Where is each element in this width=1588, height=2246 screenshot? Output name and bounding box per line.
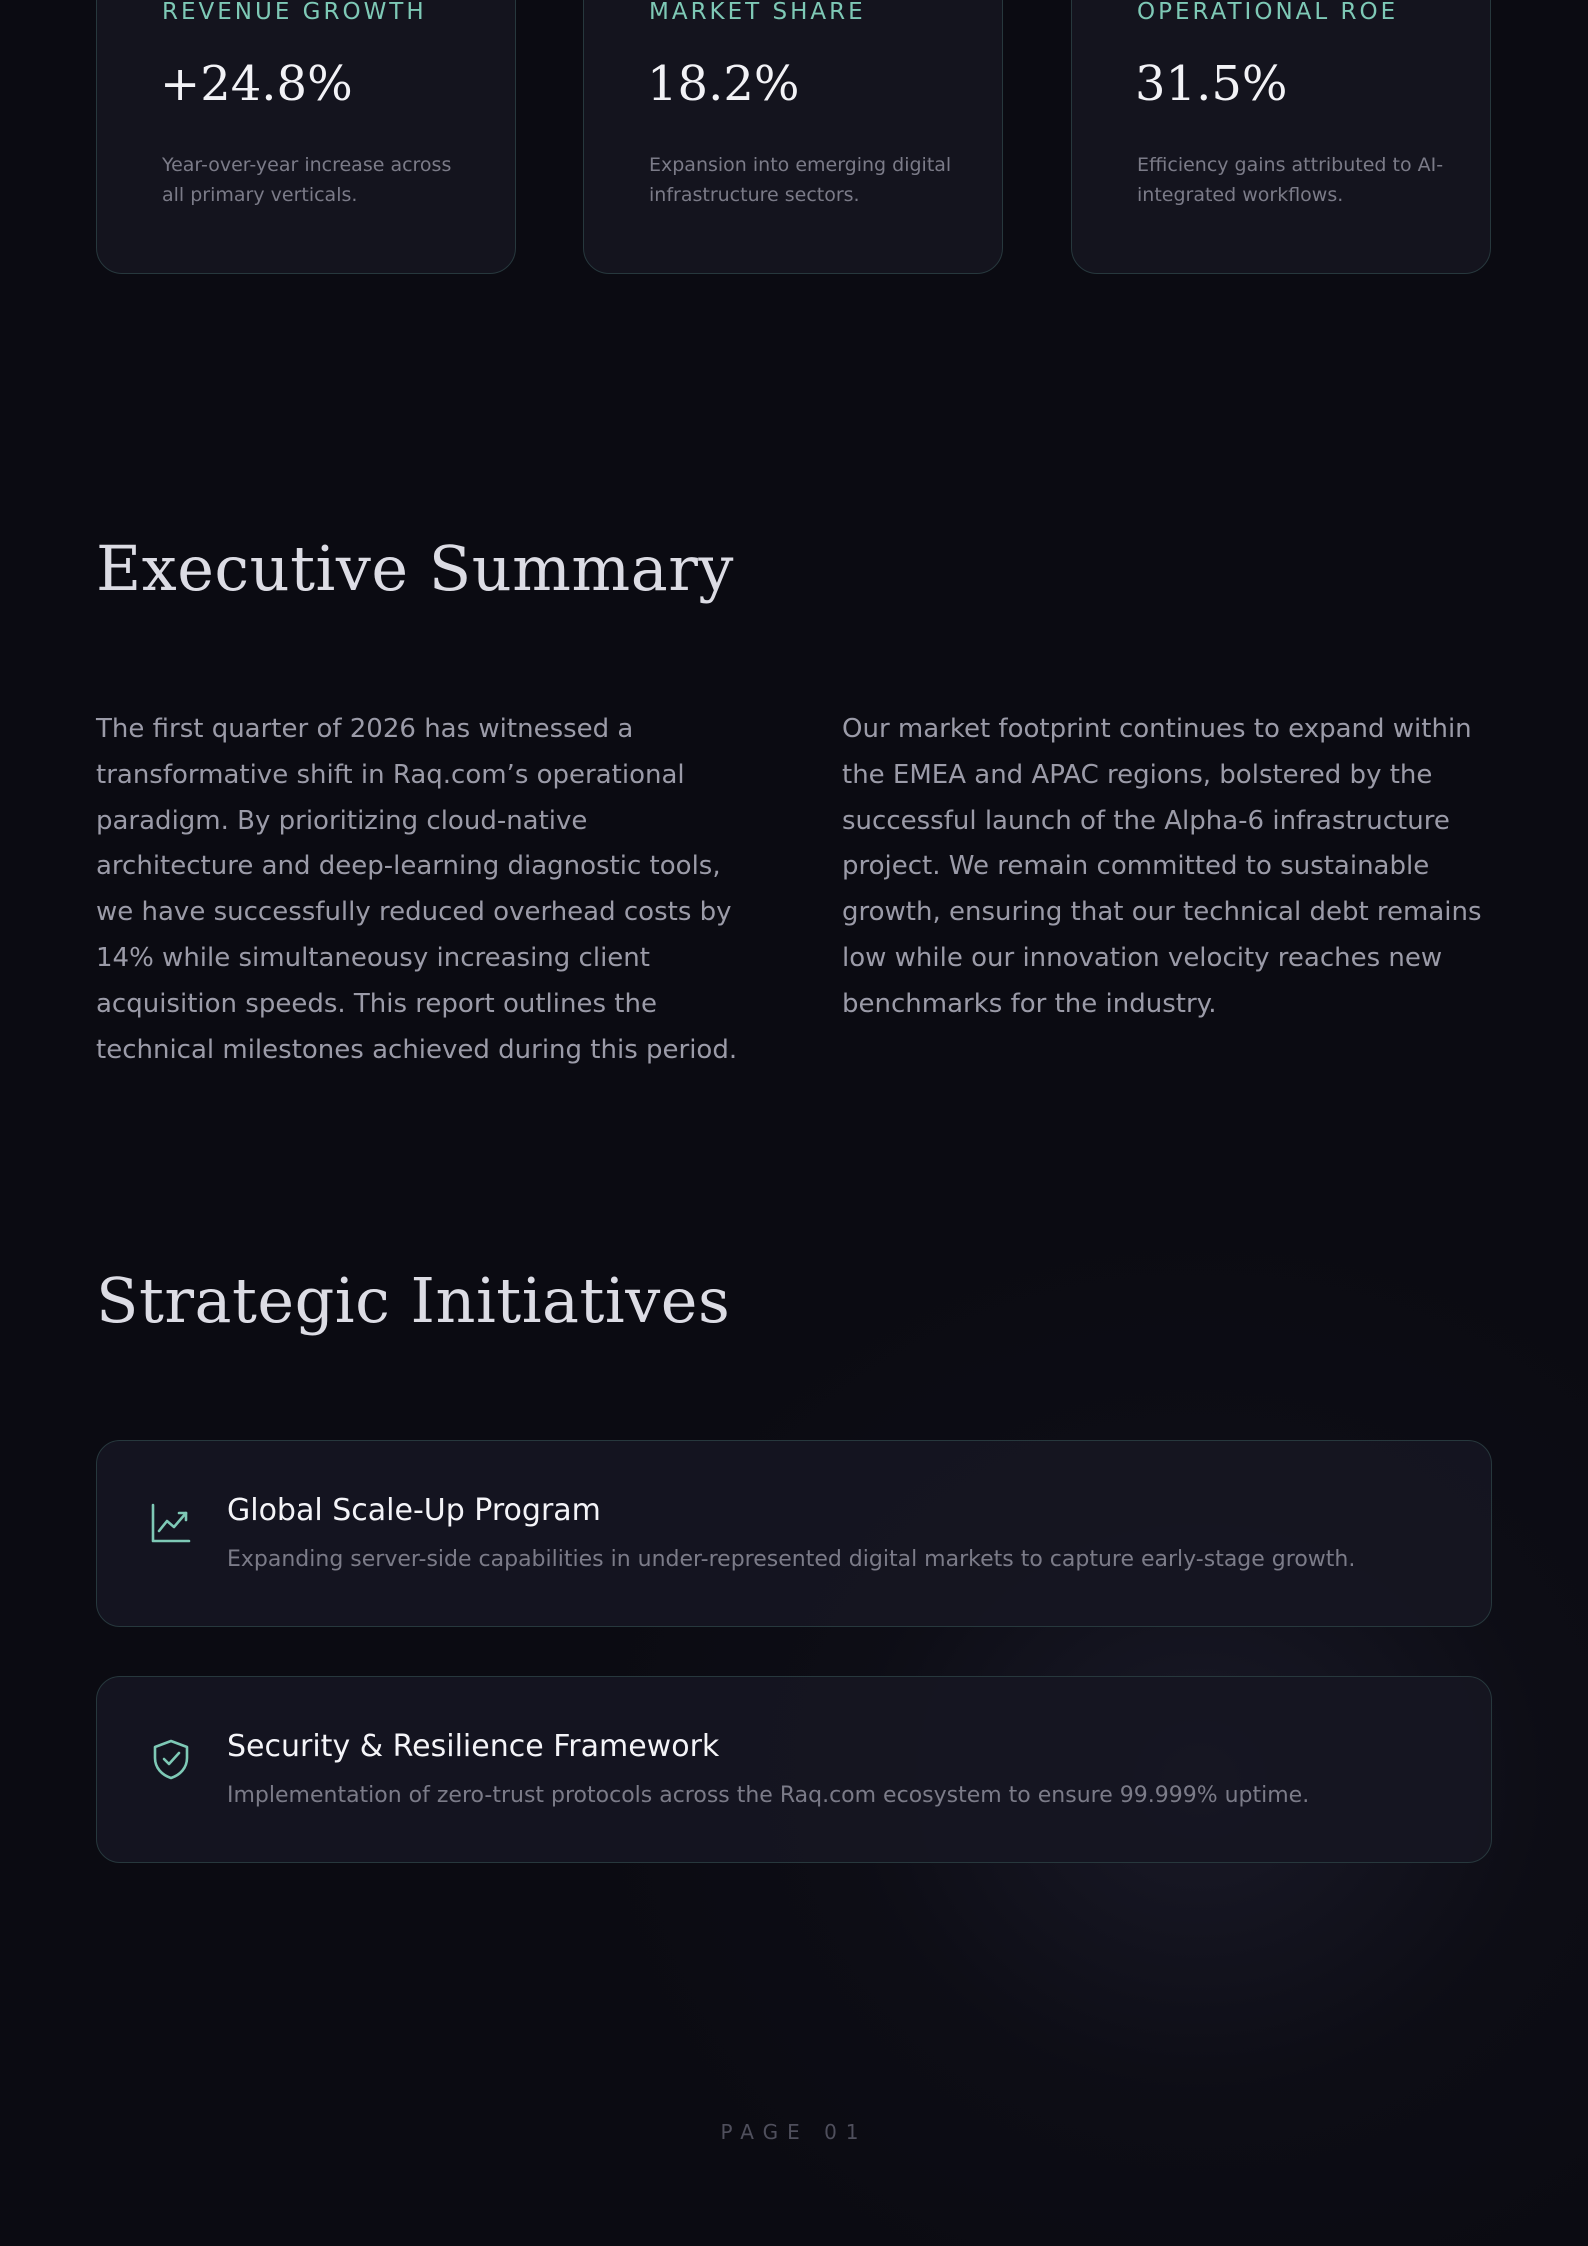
metric-label: REVENUE GROWTH: [162, 0, 427, 25]
initiative-card-global-scale-up: [96, 1440, 1492, 1627]
metric-value: +24.8%: [160, 56, 353, 112]
page-number: PAGE 01: [720, 2120, 868, 2144]
executive-summary-title: Executive Summary: [96, 532, 734, 605]
metric-label: OPERATIONAL ROE: [1137, 0, 1399, 25]
metric-card-revenue-growth: [96, 0, 516, 274]
metric-label: MARKET SHARE: [649, 0, 866, 25]
summary-paragraph-right: Our market footprint continues to expand within the EMEA and APAC regions, bolstered by the successful launch of the Alpha-6 infrastructure project. We remain committed to sustainable growth, ensuring that our technical debt remains low while our innovation velocity reaches new benchmarks for the industry.: [842, 714, 1482, 1019]
summary-paragraph-left: The first quarter of 2026 has witnessed a transformative shift in Raq.com’s operational paradigm. By prioritizing cloud-native architecture and deep-learning diagnostic tools, we have successfully reduced overhead costs by 14% while simultaneousy increasing client acquisition speeds. This report outlines the technical milestones achieved during this period.: [96, 714, 738, 1065]
metric-card-operational-roe: [1071, 0, 1491, 274]
metric-description: Year-over-year increase across all primary verticals.: [162, 154, 452, 206]
metric-description: Expansion into emerging digital infrastructure sectors.: [649, 154, 952, 206]
metric-description: Efficiency gains attributed to AI-integrated workflows.: [1137, 154, 1444, 206]
strategic-initiatives-title: Strategic Initiatives: [96, 1264, 731, 1337]
initiative-title: Global Scale-Up Program: [227, 1493, 601, 1528]
initiative-description: Expanding server-side capabilities in under-represented digital markets to capture early-stage growth.: [227, 1547, 1356, 1572]
initiative-description: Implementation of zero-trust protocols across the Raq.com ecosystem to ensure 99.999% uptime.: [227, 1783, 1310, 1808]
metric-value: 18.2%: [647, 56, 800, 112]
metric-card-market-share: [583, 0, 1003, 274]
shield-check-icon: [149, 1737, 193, 1781]
metric-value: 31.5%: [1135, 56, 1288, 112]
trending-up-icon: [149, 1501, 193, 1545]
metrics-row: [96, 0, 1492, 274]
initiative-title: Security & Resilience Framework: [227, 1729, 720, 1764]
initiative-card-security-resilience: [96, 1676, 1492, 1863]
